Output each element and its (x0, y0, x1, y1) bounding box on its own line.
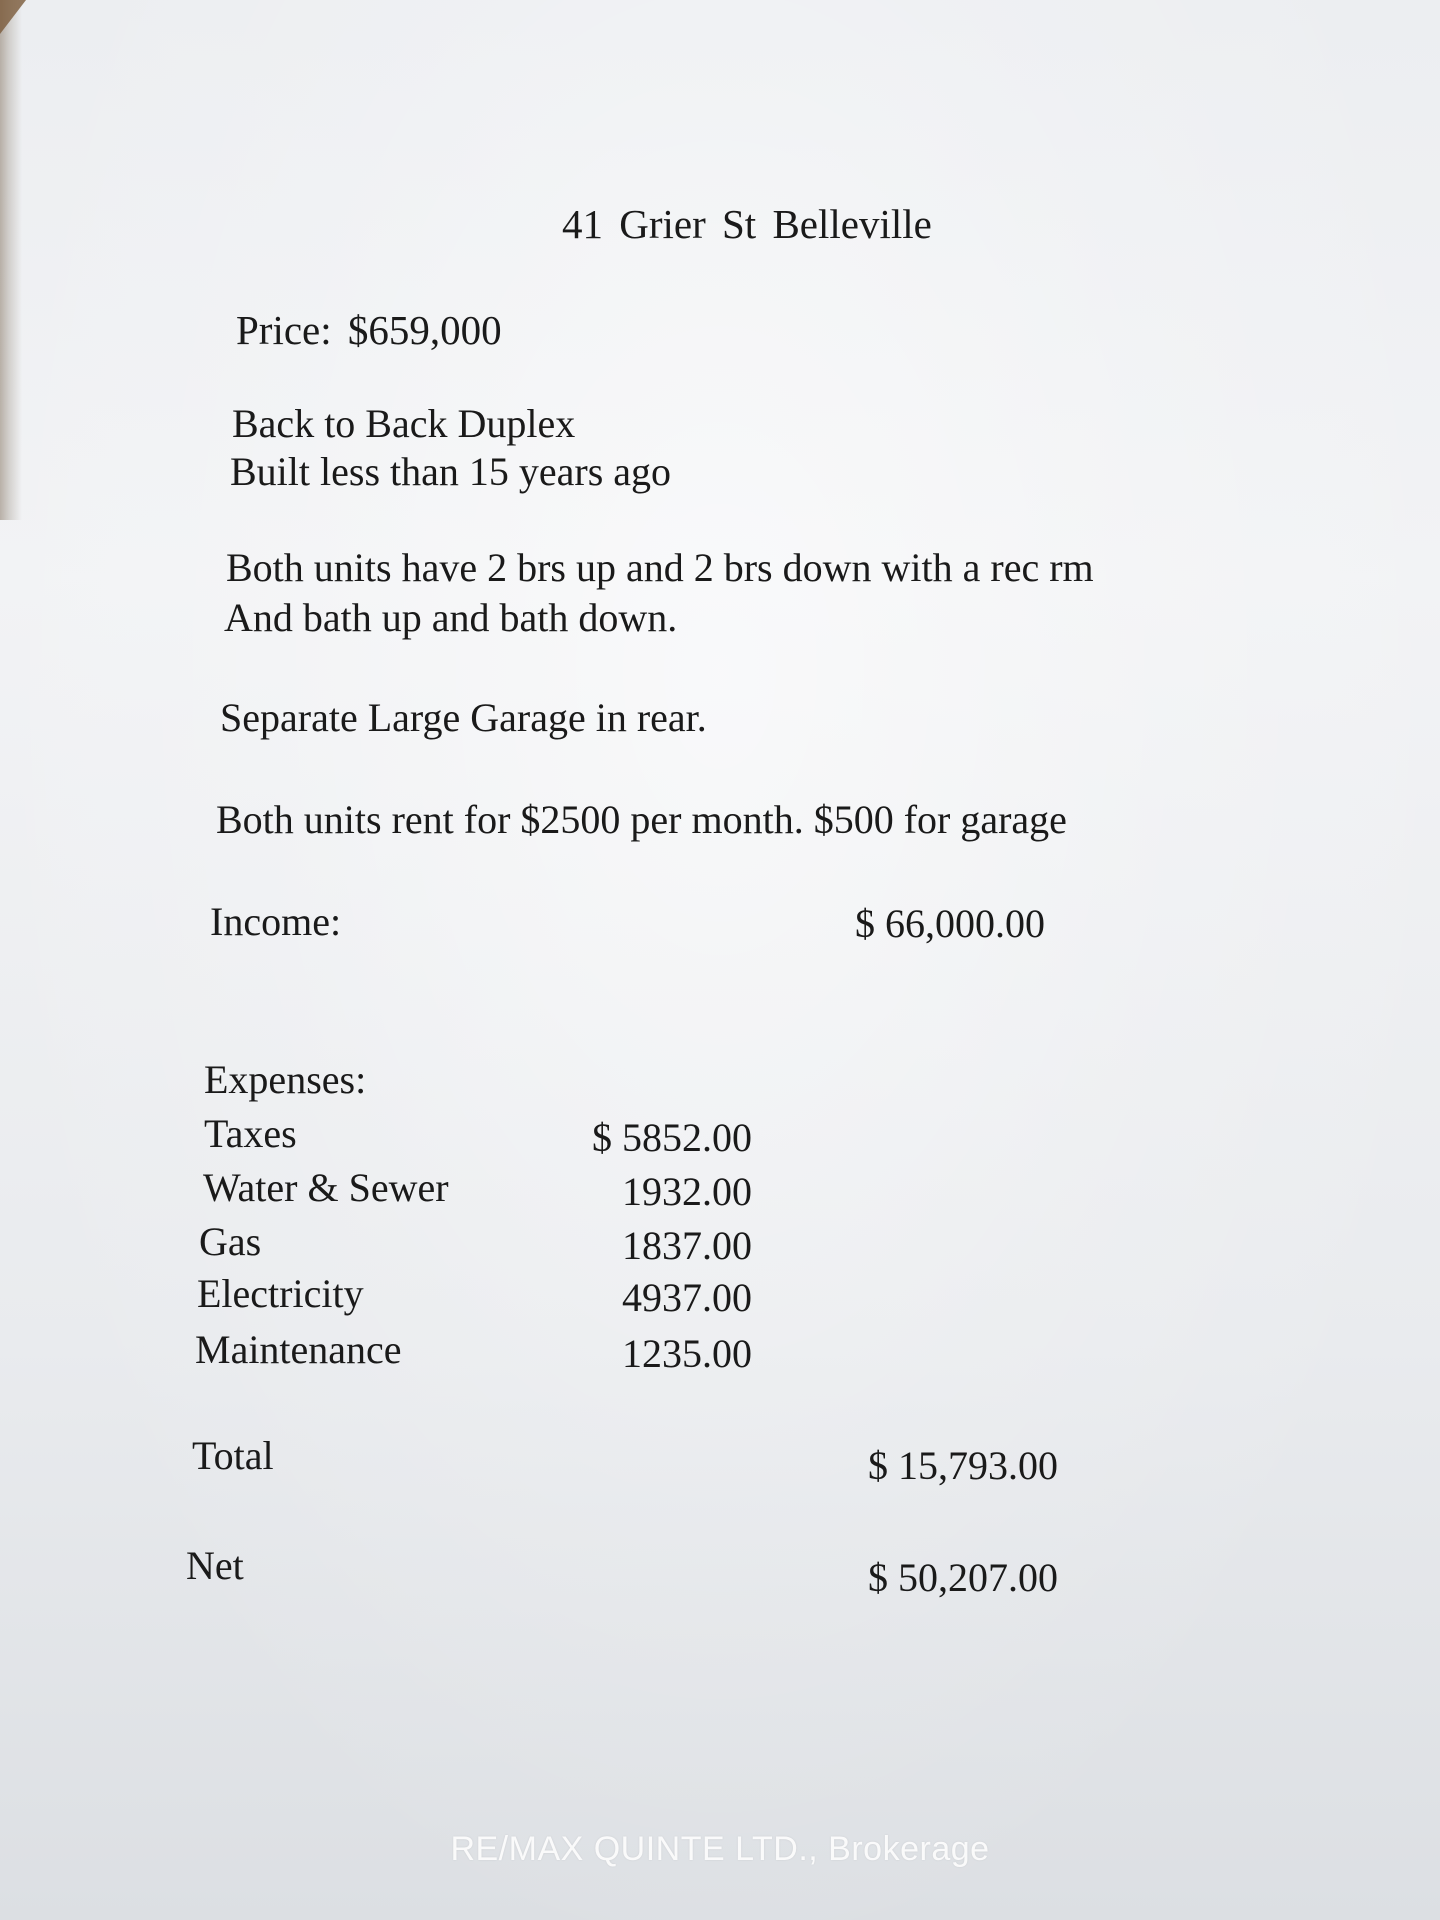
description-line: Both units rent for $2500 per month. $500 for garage (216, 797, 1067, 842)
description-line: Built less than 15 years ago (230, 449, 672, 494)
price-line: Price: $659,000 (236, 307, 502, 353)
description-line: Both units have 2 brs up and 2 brs down with a rec rm (226, 545, 1094, 590)
expense-label-gas: Gas (199, 1219, 262, 1264)
expense-label-water-sewer: Water & Sewer (203, 1165, 449, 1210)
expense-label-taxes: Taxes (204, 1111, 297, 1156)
expenses-heading: Expenses: (204, 1057, 367, 1102)
expense-value-gas: 1837.00 (622, 1223, 752, 1268)
description-line: And bath up and bath down. (224, 595, 678, 640)
expense-value-maintenance: 1235.00 (622, 1331, 752, 1376)
paper-edge-shadow (0, 0, 22, 520)
total-value: $ 15,793.00 (868, 1443, 1058, 1488)
income-label: Income: (210, 899, 342, 944)
expense-label-electricity: Electricity (197, 1271, 364, 1316)
income-value: $ 66,000.00 (855, 901, 1045, 946)
expense-value-electricity: 4937.00 (622, 1275, 752, 1320)
net-value: $ 50,207.00 (868, 1555, 1058, 1600)
brokerage-watermark: RE/MAX QUINTE LTD., Brokerage (450, 1830, 990, 1868)
expense-value-taxes: $ 5852.00 (592, 1115, 752, 1160)
description-line: Separate Large Garage in rear. (220, 695, 707, 740)
document-title: 41 Grier St Belleville (562, 201, 932, 247)
expense-label-maintenance: Maintenance (195, 1327, 402, 1372)
total-label: Total (192, 1433, 274, 1478)
description-line: Back to Back Duplex (232, 401, 576, 446)
net-label: Net (186, 1543, 244, 1588)
expense-value-water-sewer: 1932.00 (622, 1169, 752, 1214)
